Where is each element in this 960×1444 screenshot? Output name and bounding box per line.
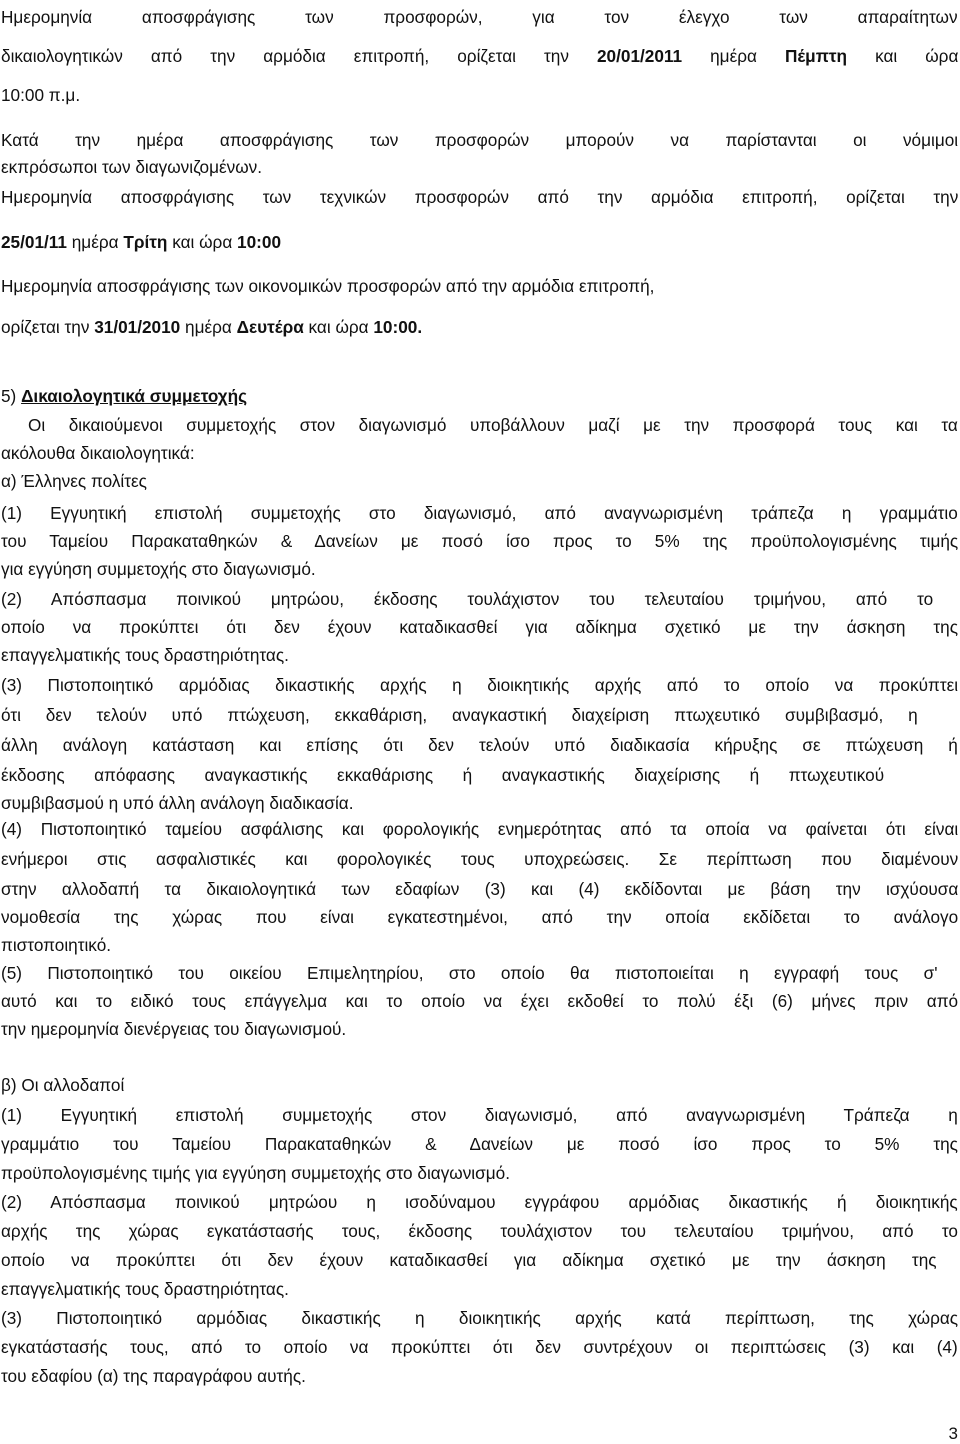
text-run: ακόλουθα δικαιολογητικά: (1, 443, 195, 463)
text-line (1, 186, 958, 208)
page-number: 3 (948, 1424, 958, 1443)
text-run: Ημερομηνία αποσφράγισης των οικονομικών προσφορών από την αρμόδια επιτροπή, (1, 276, 655, 296)
text-line (1, 1365, 958, 1387)
text-run: του εδαφίου (α) της παραγράφου αυτής. (1, 1366, 306, 1386)
text-line (1, 878, 958, 900)
text-run: 25/01/11 (1, 232, 67, 252)
text-line (1, 1249, 958, 1271)
text-line (1, 275, 958, 297)
text-line (1, 530, 958, 552)
text-run: στην αλλοδαπή τα δικαιολογητικά των εδαφίων (3) και (4) εκδίδονται με βάση την ισχύουσα (1, 879, 959, 899)
text-line (1, 906, 958, 928)
text-line (1, 848, 958, 870)
text-line (1, 818, 958, 840)
text-run: β) Οι αλλοδαποί (1, 1075, 125, 1095)
text-line (1, 674, 958, 696)
text-run: έκδοσης απόφασης αναγκαστικής εκκαθάρισης ή αναγκαστικής διαχείρισης ή πτωχευτικού (1, 765, 885, 785)
text-line (1, 1191, 958, 1213)
text-line (1, 1162, 958, 1184)
text-line (1, 470, 958, 492)
text-run: πιστοποιητικό. (1, 935, 112, 955)
text-run: 31/01/2010 (94, 317, 181, 337)
text-line (1, 84, 958, 106)
text-run: αυτό και το ειδικό τους επάγγελμα και το οποίο να έχει εκδοθεί το πολύ έξι (6) μήνες πριν από (1, 991, 959, 1011)
text-run: (3) Πιστοποιητικό αρμόδιας δικαστικής η διοικητικής αρχής κατά περίπτωση, της χώρας (1, 1308, 959, 1328)
text-line (1, 316, 958, 338)
text-line (1, 231, 958, 253)
text-run: επαγγελματικής τους δραστηριότητας. (1, 645, 289, 665)
text-run: ορίζεται την (1, 317, 95, 337)
text-run: ημέρα (180, 317, 237, 337)
text-run: (1) Εγγυητική επιστολή συμμετοχής στο διαγωνισμό, από αναγνωρισμένη τράπεζα η γραμμάτιο (1, 503, 958, 523)
text-line (1, 934, 958, 956)
text-run: (1) Εγγυητική επιστολή συμμετοχής στον διαγωνισμό, από αναγνωρισμένη Τράπεζα η (1, 1105, 958, 1125)
text-run: επαγγελματικής τους δραστηριότητας. (1, 1279, 289, 1299)
text-run: (4) Πιστοποιητικό ταμείου ασφάλισης και φορολογικής ενημερότητας από τα οποία να φαίνεται ότι είναι (1, 819, 959, 839)
text-run: νομοθεσία της χώρας που είναι εγκατεστημένοι, από την οποία εκδίδεται το ανάλογο (1, 907, 959, 927)
text-line (1, 588, 958, 610)
text-line (1, 129, 958, 151)
text-run: εγκατάστασής τους, από το οποίο να προκύπτει ότι δεν συντρέχουν οι περιπτώσεις (3) και (4) (1, 1337, 958, 1357)
text-line (1, 764, 958, 786)
text-run: (3) Πιστοποιητικό αρμόδιας δικαστικής αρχής η διοικητικής αρχής από το οποίο να προκύπτει (1, 675, 959, 695)
text-run: ημέρα (682, 46, 786, 66)
text-run: Ημερομηνία αποσφράγισης των τεχνικών προσφορών από την αρμόδια επιτροπή, ορίζεται την (1, 187, 959, 207)
text-run: (5) Πιστοποιητικό του οικείου Επιμελητηρίου, στο οποίο θα πιστοποιείται η εγγραφή τους σ' (1, 963, 938, 983)
text-line (1, 644, 958, 666)
text-line (1, 734, 958, 756)
text-run: 5) (1, 386, 22, 406)
text-run: και ώρα (847, 46, 959, 66)
text-run: 10:00. (373, 317, 423, 337)
text-run: Δευτέρα (236, 317, 304, 337)
text-line (1, 442, 958, 464)
text-line (1, 792, 958, 814)
text-run: ημέρα (66, 232, 124, 252)
text-line (1, 990, 958, 1012)
text-run: Δικαιολογητικά συμμετοχής (21, 386, 248, 406)
text-line (1, 385, 958, 407)
text-run: Πέμπτη (785, 46, 848, 66)
text-run: 10:00 π.μ. (1, 85, 81, 105)
text-run: για εγγύηση συμμετοχής στο διαγωνισμό. (1, 559, 316, 579)
text-run: άλλη ανάλογη κατάσταση και επίσης ότι δεν τελούν υπό διαδικασία κήρυξης σε πτώχευση ή (1, 735, 958, 755)
text-line (1, 1018, 958, 1040)
text-run: γραμμάτιο του Ταμείου Παρακαταθηκών & Δανείων με ποσό ίσο προς το 5% της (1, 1134, 958, 1154)
text-line (1, 1278, 958, 1300)
text-run: οποίο να προκύπτει ότι δεν έχουν καταδικασθεί για αδίκημα σχετικό με την άσκηση της (1, 1250, 937, 1270)
text-line (1, 558, 958, 580)
text-line (1, 1104, 958, 1126)
text-run: και ώρα (167, 232, 238, 252)
text-line (1, 502, 958, 524)
text-run: (2) Απόσπασμα ποινικού μητρώου η ισοδύναμου εγγράφου αρμόδιας δικαστικής ή διοικητικής (1, 1192, 958, 1212)
text-run: (2) Απόσπασμα ποινικού μητρώου, έκδοσης τουλάχιστον του τελευταίου τριμήνου, από το (1, 589, 934, 609)
text-line (1, 1307, 958, 1329)
text-run: την ημερομηνία διενέργειας του διαγωνισμού. (1, 1019, 347, 1039)
text-run: Κατά την ημέρα αποσφράγισης των προσφορών μπορούν να παρίστανται οι νόμιμοι (1, 130, 959, 150)
text-run: α) Έλληνες πολίτες (1, 471, 147, 491)
text-line (1, 6, 958, 28)
text-run: και ώρα (303, 317, 374, 337)
text-line (28, 414, 958, 436)
text-run: Τρίτη (123, 232, 168, 252)
text-run: συμβιβασμού η υπό άλλη ανάλογη διαδικασία. (1, 793, 354, 813)
text-run: ότι δεν τελούν υπό πτώχευση, εκκαθάριση, αναγκαστική διαχείριση πτωχευτικό συμβιβασμό, η (1, 705, 918, 725)
text-run: εκπρόσωποι των διαγωνιζομένων. (1, 157, 263, 177)
text-line (1, 45, 958, 67)
text-line (1, 1074, 958, 1096)
text-line (1, 156, 958, 178)
text-line (1, 962, 958, 984)
text-run: 20/01/2011 (597, 46, 683, 66)
text-run: οποίο να προκύπτει ότι δεν έχουν καταδικασθεί για αδίκημα σχετικό με την άσκηση της (1, 617, 958, 637)
text-run: προϋπολογισμένης τιμής για εγγύηση συμμετοχής στο διαγωνισμό. (1, 1163, 510, 1183)
text-run: αρχής της χώρας εγκατάστασής τους, έκδοσης τουλάχιστον του τελευταίου τριμήνου, από το (1, 1221, 958, 1241)
text-line (1, 1336, 958, 1358)
text-run: ενήμεροι στις ασφαλιστικές και φορολογικές τους υποχρεώσεις. Σε περίπτωση που διαμένουν (1, 849, 959, 869)
text-run: του Ταμείου Παρακαταθηκών & Δανείων με ποσό ίσο προς το 5% της προϋπολογισμένης τιμής (1, 531, 959, 551)
text-line (1, 1133, 958, 1155)
text-run: 10:00 (237, 232, 282, 252)
text-line (1, 704, 958, 726)
text-line (1, 1220, 958, 1242)
text-line (1, 616, 958, 638)
text-run: δικαιολογητικών από την αρμόδια επιτροπή, ορίζεται την (1, 46, 597, 66)
text-run: Οι δικαιούμενοι συμμετοχής στον διαγωνισμό υποβάλλουν μαζί με την προσφορά τους και τα (28, 415, 958, 435)
text-run: Ημερομηνία αποσφράγισης των προσφορών, για τον έλεγχο των απαραίτητων (1, 7, 958, 27)
